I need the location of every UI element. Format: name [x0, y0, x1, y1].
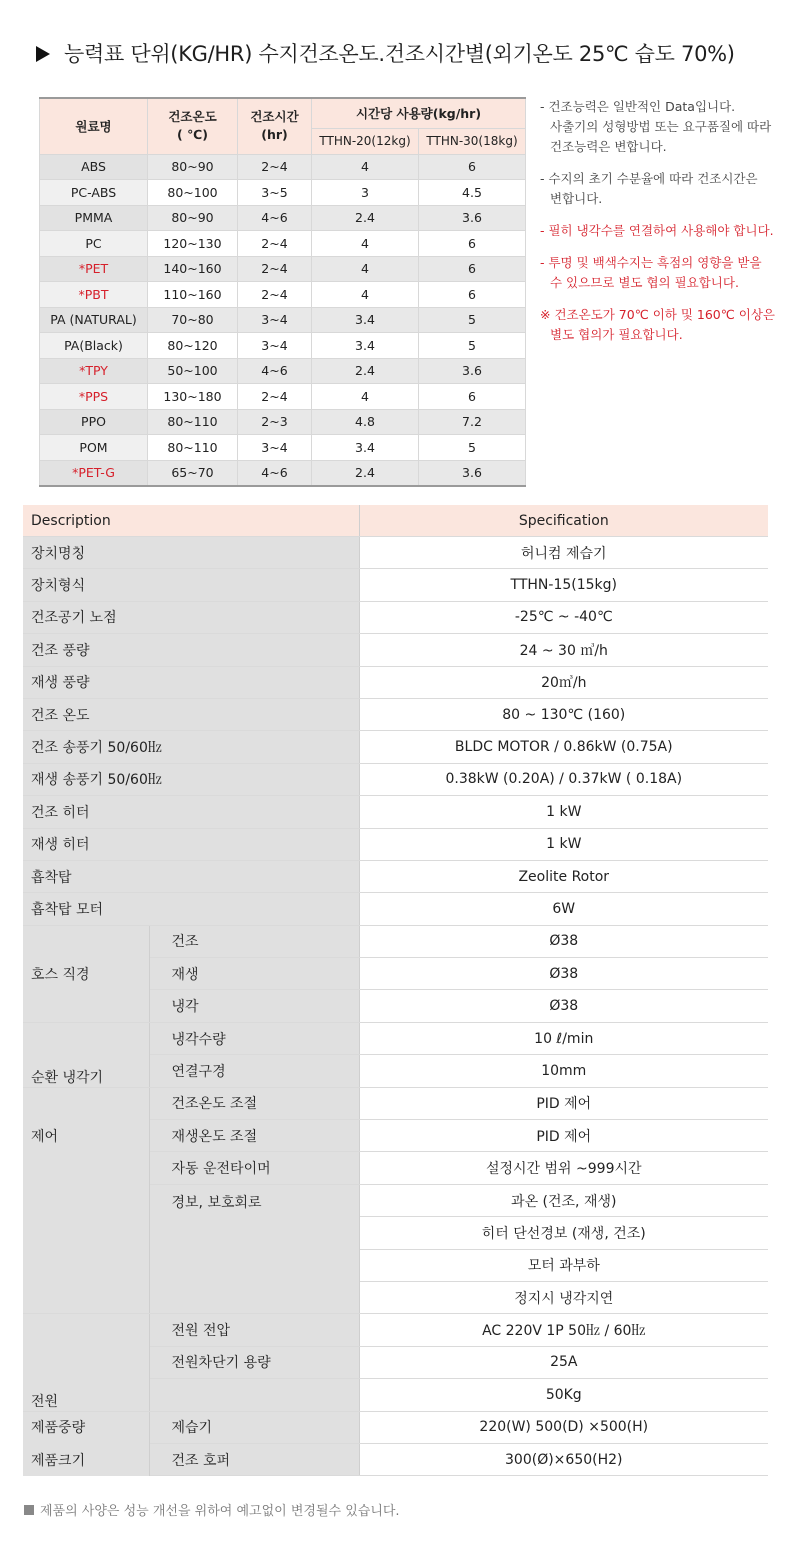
usage-model-1: 4	[312, 231, 419, 257]
spec-header-row	[23, 505, 768, 537]
drying-temp: 110~160	[148, 282, 238, 308]
spec-value: PID 제어	[359, 1087, 768, 1119]
play-triangle-icon	[36, 46, 50, 62]
material-name: PMMA	[40, 205, 148, 231]
drying-temp: 70~80	[148, 307, 238, 333]
spec-value: 20㎥/h	[359, 666, 768, 698]
spec-header-description: Description	[23, 505, 359, 537]
circulation-cooler-label: 순환 냉각기	[23, 1022, 149, 1087]
capacity-row	[40, 409, 526, 435]
weight-value: 50Kg	[359, 1379, 768, 1411]
capacity-row	[40, 307, 526, 333]
drying-temp: 120~130	[148, 231, 238, 257]
spec-row	[23, 893, 768, 925]
spec-value: Ø38	[359, 925, 768, 957]
drying-time: 4~6	[238, 460, 312, 486]
drying-temp: 80~110	[148, 409, 238, 435]
notes-panel	[540, 97, 792, 357]
drying-temp: 130~180	[148, 384, 238, 410]
header-material: 원료명	[40, 98, 148, 154]
spec-row	[23, 1087, 768, 1119]
spec-value: 220(W) 500(D) ×500(H)	[359, 1411, 768, 1443]
product-weight-label: 제품중량	[23, 1411, 149, 1443]
drying-temp: 80~100	[148, 180, 238, 206]
header-model-1: TTHN-20(12kg)	[312, 128, 419, 154]
capacity-row	[40, 358, 526, 384]
spec-value: BLDC MOTOR / 0.86kW (0.75A)	[359, 731, 768, 763]
capacity-row	[40, 205, 526, 231]
spec-value: PID 제어	[359, 1120, 768, 1152]
usage-model-2: 5	[419, 333, 526, 359]
material-name: *PET-G	[40, 460, 148, 486]
usage-model-1: 4	[312, 256, 419, 282]
usage-model-2: 3.6	[419, 460, 526, 486]
spec-value: Zeolite Rotor	[359, 860, 768, 892]
spec-row	[23, 763, 768, 795]
usage-model-2: 5	[419, 435, 526, 461]
spec-label: 흡착탑 모터	[23, 893, 359, 925]
spec-sub-label: 전원차단기 용량	[149, 1346, 359, 1378]
hose-diameter-label: 호스 직경	[23, 925, 149, 1022]
spec-sub-label: 냉각수량	[149, 1022, 359, 1054]
spec-value: 300(Ø)×650(H2)	[359, 1443, 768, 1475]
usage-model-1: 4	[312, 154, 419, 180]
spec-row	[23, 1443, 768, 1475]
drying-time: 4~6	[238, 358, 312, 384]
drying-temp: 140~160	[148, 256, 238, 282]
note-line: 변합니다.	[550, 191, 603, 206]
spec-label: 건조 온도	[23, 698, 359, 730]
drying-time: 2~3	[238, 409, 312, 435]
footnote-text: 제품의 사양은 성능 개선을 위하여 예고없이 변경될수 있습니다.	[40, 1504, 400, 1519]
alarm-value: 정지시 냉각지연	[359, 1281, 768, 1313]
product-size-label: 제품크기	[23, 1443, 149, 1475]
usage-model-2: 5	[419, 307, 526, 333]
note-line: - 투명 및 백색수지는 흑점의 영향을 받을	[540, 255, 762, 270]
drying-time: 2~4	[238, 231, 312, 257]
usage-model-1: 4	[312, 384, 419, 410]
capacity-row	[40, 460, 526, 486]
material-name: *TPY	[40, 358, 148, 384]
spec-value: AC 220V 1P 50㎐ / 60㎐	[359, 1314, 768, 1346]
usage-model-1: 3	[312, 180, 419, 206]
material-name: ABS	[40, 154, 148, 180]
capacity-row	[40, 282, 526, 308]
spec-value: 80 ~ 130℃ (160)	[359, 698, 768, 730]
spec-value: -25℃ ~ -40℃	[359, 601, 768, 633]
drying-time: 3~5	[238, 180, 312, 206]
spec-value: 1 kW	[359, 796, 768, 828]
capacity-row	[40, 180, 526, 206]
spec-label: 흡착탑	[23, 860, 359, 892]
usage-model-2: 6	[419, 231, 526, 257]
usage-model-1: 2.4	[312, 205, 419, 231]
usage-model-2: 6	[419, 282, 526, 308]
usage-model-1: 3.4	[312, 307, 419, 333]
spec-header-specification: Specification	[359, 505, 768, 537]
capacity-row	[40, 333, 526, 359]
spec-sub-label: 자동 운전타이머	[149, 1152, 359, 1184]
spec-value: 0.38kW (0.20A) / 0.37kW ( 0.18A)	[359, 763, 768, 795]
note-item	[540, 169, 792, 209]
drying-temp: 80~110	[148, 435, 238, 461]
material-name: PC	[40, 231, 148, 257]
spec-sub-label: 냉각	[149, 990, 359, 1022]
spec-sub-label-empty	[149, 1379, 359, 1411]
note-line: 사출기의 성형방법 또는 요구품질에 따라	[550, 119, 772, 134]
drying-temp: 65~70	[148, 460, 238, 486]
spec-row	[23, 1022, 768, 1054]
usage-model-2: 3.6	[419, 358, 526, 384]
spec-value: 10 ℓ/min	[359, 1022, 768, 1054]
spec-row	[23, 796, 768, 828]
note-line: - 필히 냉각수를 연결하여 사용해야 합니다.	[540, 223, 774, 238]
page-title	[36, 38, 735, 68]
usage-model-1: 2.4	[312, 460, 419, 486]
spec-label: 재생 송풍기 50/60㎐	[23, 763, 359, 795]
capacity-row	[40, 256, 526, 282]
material-name: *PBT	[40, 282, 148, 308]
usage-model-2: 6	[419, 256, 526, 282]
drying-time: 2~4	[238, 384, 312, 410]
spec-label: 재생 히터	[23, 828, 359, 860]
spec-value: 1 kW	[359, 828, 768, 860]
drying-temp: 50~100	[148, 358, 238, 384]
spec-row	[23, 925, 768, 957]
note-line: 수 있으므로 별도 협의 필요합니다.	[550, 275, 739, 290]
drying-time: 3~4	[238, 435, 312, 461]
note-line: - 수지의 초기 수분율에 따라 건조시간은	[540, 171, 758, 186]
spec-value: Ø38	[359, 958, 768, 990]
square-bullet-icon	[24, 1505, 34, 1515]
footnote	[24, 1500, 400, 1519]
header-model-2: TTHN-30(18kg)	[419, 128, 526, 154]
spec-sub-label: 제습기	[149, 1411, 359, 1443]
capacity-row	[40, 231, 526, 257]
header-temp: 건조온도 ( ℃)	[148, 98, 238, 154]
spec-table	[23, 505, 768, 1476]
spec-value: 6W	[359, 893, 768, 925]
drying-temp: 80~90	[148, 154, 238, 180]
alarm-value: 과온 (건조, 재생)	[359, 1184, 768, 1216]
note-item	[540, 253, 792, 293]
spec-row	[23, 634, 768, 666]
capacity-row	[40, 154, 526, 180]
spec-sub-label: 건조	[149, 925, 359, 957]
material-name: PC-ABS	[40, 180, 148, 206]
spec-value: 24 ~ 30 ㎥/h	[359, 634, 768, 666]
spec-row	[23, 1411, 768, 1443]
header-time: 건조시간 (hr)	[238, 98, 312, 154]
note-item	[540, 305, 792, 345]
spec-label: 건조 풍량	[23, 634, 359, 666]
note-line: 별도 협의가 필요합니다.	[550, 327, 683, 342]
usage-model-1: 3.4	[312, 435, 419, 461]
spec-value: 설정시간 범위 ~999시간	[359, 1152, 768, 1184]
usage-model-1: 4	[312, 282, 419, 308]
spec-label: 건조 송풍기 50/60㎐	[23, 731, 359, 763]
alarm-label: 경보, 보호회로	[149, 1184, 359, 1314]
usage-model-2: 3.6	[419, 205, 526, 231]
spec-row	[23, 698, 768, 730]
spec-row	[23, 569, 768, 601]
note-line: ※ 건조온도가 70℃ 이하 및 160℃ 이상은	[540, 307, 775, 322]
drying-time: 2~4	[238, 154, 312, 180]
drying-time: 4~6	[238, 205, 312, 231]
spec-value: 25A	[359, 1346, 768, 1378]
spec-sub-label: 건조 호퍼	[149, 1443, 359, 1475]
note-item	[540, 221, 792, 241]
spec-sub-label: 연결구경	[149, 1055, 359, 1087]
usage-model-2: 7.2	[419, 409, 526, 435]
spec-value: 허니컴 제습기	[359, 537, 768, 569]
spec-row	[23, 860, 768, 892]
usage-model-1: 3.4	[312, 333, 419, 359]
material-name: *PET	[40, 256, 148, 282]
material-name: PA (NATURAL)	[40, 307, 148, 333]
spec-value: Ø38	[359, 990, 768, 1022]
control-label: 제어	[23, 1087, 149, 1314]
note-item	[540, 97, 792, 157]
spec-row	[23, 731, 768, 763]
usage-model-1: 2.4	[312, 358, 419, 384]
note-line: - 건조능력은 일반적인 Data입니다.	[540, 99, 736, 114]
spec-row	[23, 537, 768, 569]
drying-temp: 80~120	[148, 333, 238, 359]
spec-label: 건조공기 노점	[23, 601, 359, 633]
spec-sub-label: 건조온도 조절	[149, 1087, 359, 1119]
spec-label: 건조 히터	[23, 796, 359, 828]
alarm-value: 모터 과부하	[359, 1249, 768, 1281]
material-name: PPO	[40, 409, 148, 435]
spec-row	[23, 1314, 768, 1346]
spec-sub-label: 재생온도 조절	[149, 1120, 359, 1152]
page-title-text: 능력표 단위(KG/HR) 수지건조온도.건조시간별(외기온도 25℃ 습도 70%)	[64, 42, 735, 66]
spec-label: 장치형식	[23, 569, 359, 601]
material-name: PA(Black)	[40, 333, 148, 359]
spec-row	[23, 666, 768, 698]
spec-label: 재생 풍량	[23, 666, 359, 698]
spec-sub-label: 재생	[149, 958, 359, 990]
spec-row	[23, 601, 768, 633]
drying-time: 3~4	[238, 307, 312, 333]
material-name: *PPS	[40, 384, 148, 410]
note-line: 건조능력은 변합니다.	[550, 139, 667, 154]
usage-model-2: 6	[419, 154, 526, 180]
spec-value: TTHN-15(15kg)	[359, 569, 768, 601]
capacity-table	[39, 97, 526, 487]
drying-time: 2~4	[238, 282, 312, 308]
drying-temp: 80~90	[148, 205, 238, 231]
header-usage: 시간당 사용량(kg/hr)	[312, 98, 526, 128]
capacity-row	[40, 435, 526, 461]
spec-label: 장치명칭	[23, 537, 359, 569]
drying-time: 3~4	[238, 333, 312, 359]
drying-time: 2~4	[238, 256, 312, 282]
material-name: POM	[40, 435, 148, 461]
spec-value: 10mm	[359, 1055, 768, 1087]
spec-sub-label: 전원 전압	[149, 1314, 359, 1346]
usage-model-2: 6	[419, 384, 526, 410]
alarm-value: 히터 단선경보 (재생, 건조)	[359, 1217, 768, 1249]
usage-model-2: 4.5	[419, 180, 526, 206]
spec-row	[23, 828, 768, 860]
usage-model-1: 4.8	[312, 409, 419, 435]
capacity-row	[40, 384, 526, 410]
power-label: 전원	[23, 1314, 149, 1411]
